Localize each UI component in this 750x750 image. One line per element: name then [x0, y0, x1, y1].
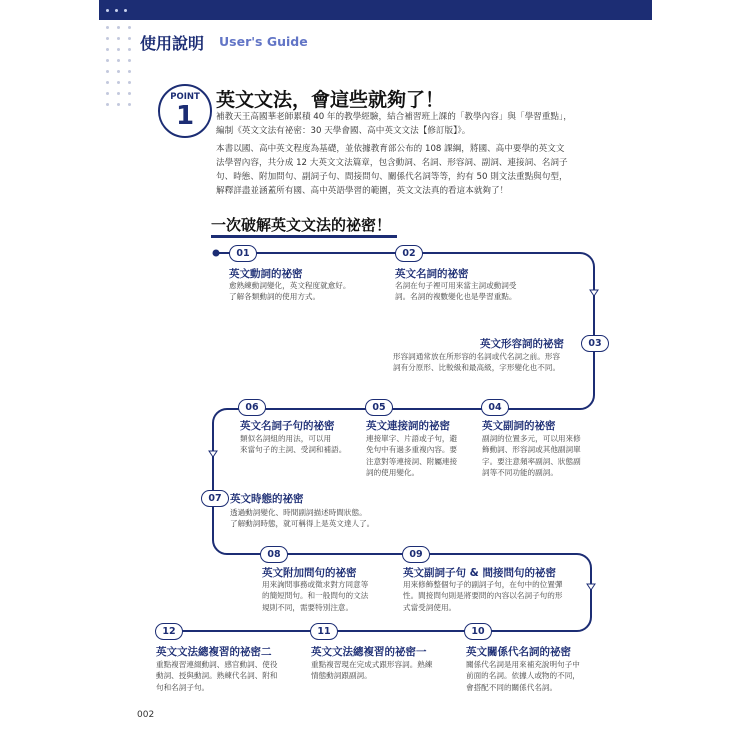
text-line: 詞有分原形、比較級和最高級，字形變化也不同。: [393, 363, 561, 373]
step-description: [311, 659, 433, 682]
text-line: 用來修飾整個句子的副詞子句，在句中的位置彈: [403, 580, 563, 589]
step-badge-11: 11: [310, 623, 338, 640]
step-description: [395, 280, 517, 303]
step-description: [230, 507, 374, 530]
text-line: 的簡短問句。和一般問句的文法: [262, 591, 369, 601]
step-title: 英文名詞的祕密: [395, 268, 469, 280]
step-title: 英文形容詞的祕密: [480, 338, 564, 350]
step-badge-07: 07: [201, 490, 229, 507]
step-badge-03: 03: [581, 335, 609, 352]
step-title: 英文動詞的祕密: [229, 268, 303, 280]
text-line: 解釋詳盡並涵蓋所有國、高中英語學習的範圍，英文文法真的看這本就夠了！: [216, 186, 509, 196]
step-description: [156, 659, 278, 693]
page-title: 使用說明: [140, 34, 205, 53]
step-title: 英文附加問句的祕密: [262, 567, 357, 579]
text-line: 會搭配不同的關係代名詞。: [466, 682, 558, 692]
text-line: 免句中有過多重複內容。要: [366, 445, 458, 455]
text-line: 關係代名詞是用來補充說明句子中: [466, 660, 580, 669]
step-description: [466, 659, 580, 693]
step-description: [240, 433, 346, 456]
text-line: 性。間接問句則是將要問的內容以名詞子句的形: [403, 591, 563, 601]
text-line: 式當受詞使用。: [403, 602, 457, 612]
text-line: 飾動詞、形容詞或其他副詞單: [482, 445, 581, 455]
step-badge-06: 06: [238, 399, 266, 416]
text-line: 情態動詞跟副詞。: [311, 671, 372, 681]
text-line: 用來詢問事務或徵求對方同意等: [262, 580, 369, 589]
page-number: 002: [137, 710, 155, 720]
text-line: 前面的名詞。依據人或物的不同，: [466, 671, 580, 681]
step-badge-01: 01: [229, 245, 257, 262]
step-title: 英文文法總複習的祕密一: [311, 646, 427, 658]
text-line: 形容詞通常放在所形容的名詞或代名詞之前。形容: [393, 352, 561, 361]
step-title: 英文關係代名詞的祕密: [466, 646, 571, 658]
step-title: 英文名詞子句的祕密: [240, 420, 335, 432]
step-badge-08: 08: [260, 546, 288, 563]
step-description: [393, 351, 560, 374]
text-line: 詞。名詞的複數變化也是學習重點。: [395, 292, 517, 302]
text-line: 詞的使用變化。: [366, 468, 420, 478]
step-title: 英文時態的祕密: [230, 493, 304, 505]
text-line: 副詞的位置多元，可以用來修: [482, 434, 581, 443]
text-line: 動詞、授與動詞。熟練代名詞、附和: [156, 671, 278, 681]
point-label: POINT: [170, 92, 200, 102]
text-line: 規則不同，需要特別注意。: [262, 602, 354, 612]
path-start-dot: [213, 250, 220, 257]
text-line: 重點複習連綴動詞、感官動詞、使役: [156, 660, 278, 669]
text-line: 連接單字、片語或子句，避: [366, 434, 458, 443]
text-line: 來當句子的主詞、受詞和補語。: [240, 445, 347, 455]
step-title: 英文副詞子句 & 間接問句的祕密: [403, 567, 556, 579]
step-badge-09: 09: [402, 546, 430, 563]
text-line: 本書以國、高中英文程度為基礎，並依據教育部公布的 108 課綱，將國、高中要學的英文文: [216, 144, 565, 154]
text-line: 句和名詞子句。: [156, 682, 210, 692]
step-badge-02: 02: [395, 245, 423, 262]
text-line: 愈熟練動詞變化，英文程度就愈好。: [229, 281, 351, 290]
text-line: 了解各類動詞的使用方式。: [229, 292, 321, 302]
step-title: 英文連接詞的祕密: [366, 420, 450, 432]
step-title: 英文文法總複習的祕密二: [156, 646, 272, 658]
text-line: 字。要注意頻率副詞、狀態副: [482, 456, 581, 466]
step-badge-10: 10: [464, 623, 492, 640]
step-description: [366, 433, 457, 479]
text-line: 注意對等連接詞、附屬連接: [366, 456, 458, 466]
point-number: 1: [175, 101, 195, 131]
section-title: 一次破解英文文法的祕密！: [211, 216, 392, 234]
headline: 英文文法，會這些就夠了！: [216, 89, 445, 111]
text-line: 了解動詞時態，就可稱得上是英文達人了。: [230, 519, 375, 529]
step-badge-05: 05: [365, 399, 393, 416]
text-line: 法學習內容，共分成 12 大英文文法篇章，包含動詞、名詞、形容詞、副詞、連接詞、名詞子: [216, 158, 568, 168]
text-line: 名詞在句子裡可用來當主詞或動詞受: [395, 281, 517, 290]
step-description: [262, 579, 368, 613]
step-badge-04: 04: [481, 399, 509, 416]
step-badge-12: 12: [155, 623, 183, 640]
step-title: 英文副詞的祕密: [482, 420, 556, 432]
step-description: [229, 280, 351, 303]
text-line: 類似名詞組的用法，可以用: [240, 434, 332, 443]
step-description: [482, 433, 581, 479]
text-line: 詞等不同功能的副詞。: [482, 468, 558, 478]
text-line: 補教天王高國華老師累積 40 年的教學經驗，結合補習班上課的「教學內容」與「學習重點」，: [216, 112, 572, 122]
step-description: [403, 579, 562, 613]
text-line: 句、時態、附加問句、副詞子句、間接問句、關係代名詞等等，約有 50 則文法重點與句型，: [216, 172, 568, 182]
text-line: 透過動詞變化、時間副詞描述時間狀態。: [230, 508, 367, 517]
text-line: 重點複習現在完成式跟形容詞。熟練: [311, 660, 433, 669]
text-line: 編制《英文文法有祕密：30 天學會國、高中英文文法【修訂版】》。: [216, 126, 471, 136]
page-subtitle: User's Guide: [219, 34, 308, 49]
